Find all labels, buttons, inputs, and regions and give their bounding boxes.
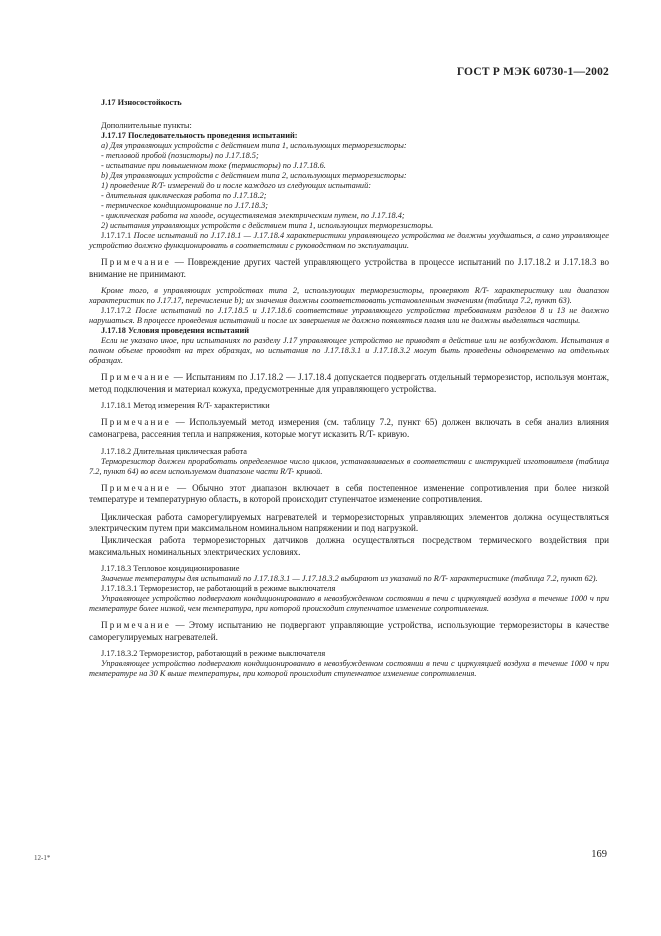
subsection-heading: J.17.18.3.2 Терморезистор, работающий в режиме выключателя [101, 649, 326, 659]
list-item: - тепловой пробой (позисторы) по J.17.18.5; [101, 151, 259, 160]
subsection-heading: J.17.18.3 Тепловое кондиционирование [101, 564, 240, 574]
paragraph: Управляющее устройство подвергают кондиционированию в невозбужденном состоянии в печи с циркуляцией воздуха в течение 1000 ч при температуре на 30 К выше температуры, при которой происходит ступенчатое изменение сопротивления. [89, 659, 609, 679]
page-body [89, 98, 609, 679]
page-number: 169 [591, 849, 607, 860]
section-heading: J.17 Износостойкость [101, 98, 182, 107]
note-label: Примечание [101, 372, 171, 383]
note [89, 620, 609, 643]
subsection-heading: J.17.17 Последовательность проведения испытаний: [101, 131, 298, 140]
note-label: Примечание [101, 620, 171, 631]
list-item: b) Для управляющих устройств с действием типа 2, использующих терморезисторы: [101, 171, 407, 180]
clause-paragraph [89, 306, 609, 326]
paragraph: Циклическая работа терморезисторных датчиков должна осуществляться посредством термического воздействия при максимальных номинальных электрических условиях. [89, 534, 609, 557]
note [89, 257, 609, 280]
note [89, 417, 609, 440]
clause-number: J.17.17.2 [101, 306, 132, 316]
note-text: — Этому испытанию не подвергают управляющие устройства, использующие терморезисторы в качестве саморегулируемых нагревателей. [89, 620, 609, 642]
clause-paragraph [89, 231, 609, 251]
subsection-heading: J.17.18 Условия проведения испытаний [101, 326, 250, 336]
paragraph: Дополнительные пункты: [101, 121, 192, 130]
note [89, 372, 609, 395]
paragraph: Циклическая работа саморегулируемых нагревателей и терморезисторных управляющих элементов должна осуществляться электрическим путем при максимальном номинальном напряжении и под нагрузкой. [89, 511, 609, 534]
subsection-heading: J.17.18.2 Длительная циклическая работа [101, 446, 247, 456]
note-text: — Повреждение других частей управляющего устройства в процессе испытаний по J.17.18.2 и J.17.18.3 во внимание не принимают. [89, 257, 609, 279]
list-item: - термическое кондиционирование по J.17.18.3; [101, 201, 269, 210]
paragraph: Если не указано иное, при испытаниях по разделу J.17 управляющее устройство не приводят в действие или не возбуждают. Испытания в полном объеме проводят на трех образцах, но испытания по J.17.18.3.1 и J.17.18.3.2 могут быть проведены одновременно на отдельных образцах. [89, 336, 609, 366]
clause-number: J.17.17.1 [101, 231, 132, 240]
list-item: 1) проведение R/T- измерений до и после каждого из следующих испытаний: [101, 181, 371, 190]
document-header: ГОСТ Р МЭК 60730-1—2002 [456, 66, 609, 78]
paragraph: Кроме того, в управляющих устройствах типа 2, использующих терморезисторы, проверяют R/T- характеристику или диапазон характеристик по J.17.17, перечисление b); их значения должны соответствовать установленным значениям (таблица 7.2, пункт 63). [89, 286, 609, 306]
print-mark: 12-1* [34, 854, 51, 862]
paragraph: Терморезистор должен проработать определенное число циклов, устанавливаемых в соответствии с инструкцией изготовителя (таблица 7.2, пункт 64) во всем используемом диапазоне части R/T- кривой. [89, 456, 609, 476]
subsection-heading: J.17.18.1 Метод измерения R/T- характеристики [101, 401, 270, 411]
clause-text: После испытаний по J.17.18.5 и J.17.18.6 соответствие управляющего устройства требованиям разделов 8 и 13 не должно нарушаться. В процессе проведения испытаний и после их завершения не должно появляться пламя или не должны выделяться частицы. [89, 306, 609, 326]
clause-text: После испытаний по J.17.18.1 — J.17.18.4 характеристики управляющего устройства не должны ухудшаться, а само управляющее устройство должно функционировать в соответствии с руководством по эксплуатации. [89, 231, 609, 250]
note-text: — Испытаниям по J.17.18.2 — J.17.18.4 допускается подвергать отдельный терморезистор, используя монтаж, метод подключения и материал кожуха, предусмотренные для управляющего устройства. [89, 372, 609, 394]
paragraph: Управляющее устройство подвергают кондиционированию в невозбужденном состоянии в печи с циркуляцией воздуха в течение 1000 ч при температуре более низкой, чем температура, при которой происходит ступенчатое изменение сопротивления. [89, 594, 609, 614]
note-label: Примечание [101, 257, 171, 267]
list-item: - длительная циклическая работа по J.17.18.2; [101, 191, 267, 200]
note-text: — Используемый метод измерения (см. таблицу 7.2, пункт 65) должен включать в себя анализ влияния самонагрева, рассеяния тепла и напряжения, которые могут исказить R/T- кривую. [89, 417, 609, 439]
note [89, 483, 609, 506]
note-text: — Обычно этот диапазон включает в себя постепенное изменение сопротивления при более низкой температуре и температурную область, в которой происходит ступенчатое изменение сопротивления. [89, 482, 610, 505]
note-label: Примечание [101, 417, 171, 428]
list-item: а) Для управляющих устройств с действием типа 1, использующих терморезисторы: [101, 141, 407, 150]
paragraph: Значение температуры для испытаний по J.17.18.3.1 — J.17.18.3.2 выбирают из указаний по R/T- характеристике (таблица 7.2, пункт 62). [101, 574, 598, 584]
note-label: Примечание [101, 482, 171, 493]
list-item: 2) испытания управляющих устройств с действием типа 1, использующих терморезисторы. [101, 221, 434, 230]
list-item: - испытание при повышенном токе (термисторы) по J.17.18.6. [101, 161, 326, 170]
list-item: - циклическая работа на холоде, осуществляемая электрическим путем, по J.17.18.4; [101, 211, 405, 220]
subsection-heading: J.17.18.3.1 Терморезистор, не работающий в режиме выключателя [101, 584, 336, 594]
